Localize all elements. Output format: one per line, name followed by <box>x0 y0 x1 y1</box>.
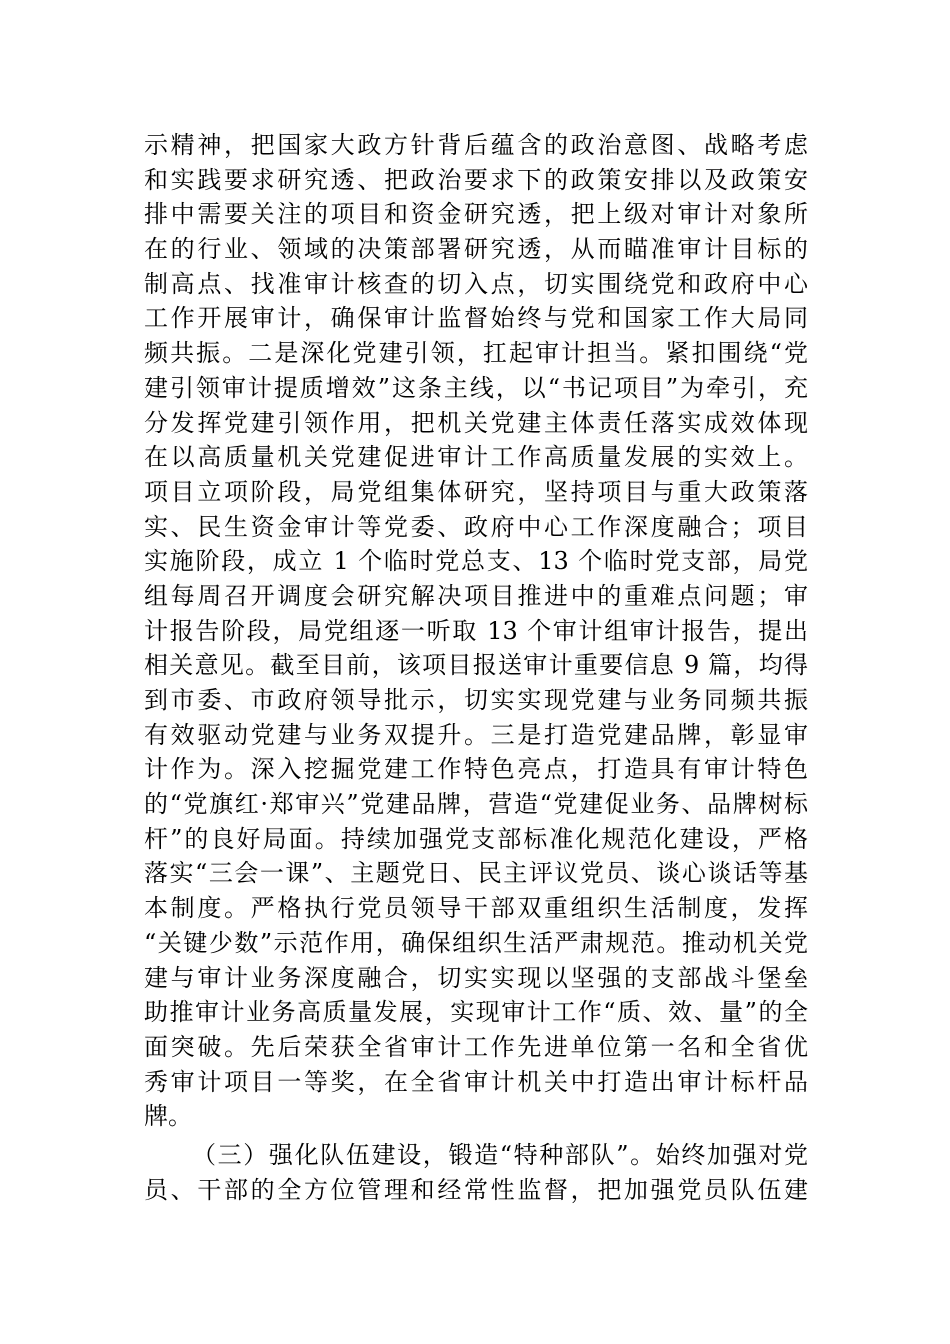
text-line: 到市委、市政府领导批示，切实实现党建与业务同频共振 <box>144 686 808 714</box>
text-line: 实施阶段，成立 1 个临时党总支、13 个临时党支部，局党 <box>144 547 808 576</box>
text-line: 组每周召开调度会研究解决项目推进中的重难点问题；审 <box>144 581 808 610</box>
text-line: 建与审计业务深度融合，切实实现以坚强的支部战斗堡垒 <box>144 963 808 992</box>
text-line: 示精神，把国家大政方针背后蕴含的政治意图、战略考虑 <box>144 131 808 159</box>
text-line: 杆”的良好局面。持续加强党支部标准化规范化建设，严格 <box>144 824 808 853</box>
text-line: 相关意见。截至目前，该项目报送审计重要信息 9 篇，均得 <box>144 651 808 680</box>
text-line: “关键少数”示范作用，确保组织生活严肃规范。推动机关党 <box>144 928 808 957</box>
text-line: 排中需要关注的项目和资金研究透，把上级对审计对象所 <box>144 200 808 229</box>
paragraph-2 <box>144 1138 808 1207</box>
text-line: 本制度。严格执行党员领导干部双重组织生活制度，发挥 <box>144 894 808 923</box>
document-body <box>144 128 808 1207</box>
text-line: 分发挥党建引领作用，把机关党建主体责任落实成效体现 <box>144 408 808 437</box>
text-line: 牌。 <box>144 1102 192 1131</box>
text-line: 落实“三会一课”、主题党日、民主评议党员、谈心谈话等基 <box>144 859 808 888</box>
text-line: 和实践要求研究透、把政治要求下的政策安排以及政策安 <box>144 165 808 194</box>
text-line: 助推审计业务高质量发展，实现审计工作“质、效、量”的全 <box>144 998 808 1027</box>
text-line: 工作开展审计，确保审计监督始终与党和国家工作大局同 <box>144 304 808 333</box>
text-line: 秀审计项目一等奖，在全省审计机关中打造出审计标杆品 <box>144 1067 808 1096</box>
section-heading-line: （三）强化队伍建设，锻造“特种部队”。始终加强对党 <box>192 1140 808 1169</box>
text-line: 计报告阶段，局党组逐一听取 13 个审计组审计报告，提出 <box>144 616 808 645</box>
text-line: 实、民生资金审计等党委、政府中心工作深度融合；项目 <box>144 512 808 541</box>
text-line: 在以高质量机关党建促进审计工作高质量发展的实效上。 <box>144 443 808 472</box>
text-line: 制高点、找准审计核查的切入点，切实围绕党和政府中心 <box>144 269 808 298</box>
text-line: 计作为。深入挖掘党建工作特色亮点，打造具有审计特色 <box>144 755 808 784</box>
text-line: 员、干部的全方位管理和经常性监督，把加强党员队伍建 <box>144 1175 808 1204</box>
text-line: 面突破。先后荣获全省审计工作先进单位第一名和全省优 <box>144 1032 808 1061</box>
text-line: 建引领审计提质增效”这条主线，以“书记项目”为牵引，充 <box>144 373 808 402</box>
text-line: 有效驱动党建与业务双提升。三是打造党建品牌，彰显审 <box>144 720 808 749</box>
text-line: 的“党旗红·郑审兴”党建品牌，营造“党建促业务、品牌树标 <box>144 790 808 819</box>
text-line: 在的行业、领域的决策部署研究透，从而瞄准审计目标的 <box>144 235 808 264</box>
text-line: 频共振。二是深化党建引领，扛起审计担当。紧扣围绕“党 <box>144 339 808 368</box>
text-line: 项目立项阶段，局党组集体研究，坚持项目与重大政策落 <box>144 477 808 506</box>
paragraph-1 <box>144 128 808 1134</box>
